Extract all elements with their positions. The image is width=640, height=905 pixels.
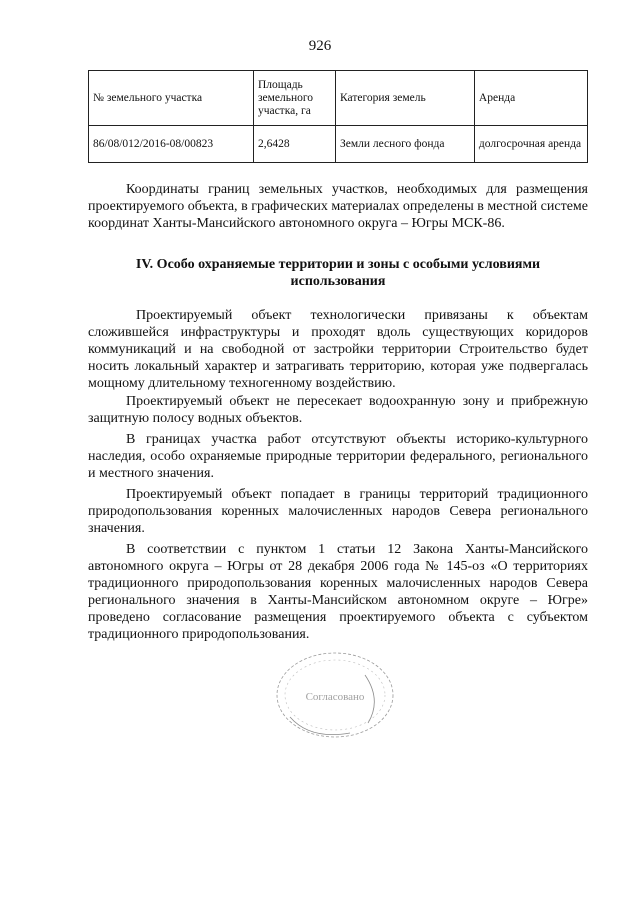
paragraph-heritage: В границах участка работ отсутствуют объекты историко-культурного наследия, особо охраняемые природные территории федерального, регионального и местного значения. [88,432,588,481]
paragraph-agreement: В соответствии с пунктом 1 статьи 12 Закона Ханты-Мансийского автономного округа – Югры от 28 декабря 2006 года № 145-оз «О территориях традиционного природопользования коренных малочисленных народов Севера регионального значения в Ханты-Мансийском автономном округе – Югре» проведено согласование размещения проектируемого объекта с субъектом традиционного природопользования. [88,542,588,642]
page-number: 926 [308,38,332,54]
paragraph-traditional-territory: Проектируемый объект попадает в границы территорий традиционного природопользования коренных малочисленных народов Севера регионального значения. [88,487,588,536]
cell-plot-number: 86/08/012/2016-08/00823 [89,126,254,163]
cell-plot-area: 2,6428 [253,126,335,163]
cell-land-category: Земли лесного фонда [336,126,475,163]
cell-lease: долгосрочная аренда [474,126,587,163]
header-plot-area: Площадь земельного участка, га [253,71,335,126]
land-plot-table [88,70,588,163]
paragraph-water-zone: Проектируемый объект не пересекает водоохранную зону и прибрежную защитную полосу водных объектов. [88,394,588,426]
header-lease: Аренда [474,71,587,126]
coords-paragraph: Координаты границ земельных участков, необходимых для размещения проектируемого объекта, в графических материалах определены в местной системе координат Ханты-Мансийского автономного округа – Югры МСК-86. [88,182,588,231]
table-header-row [89,71,588,126]
paragraph-infrastructure: Проектируемый объект технологически привязаны к объектам сложившейся инфраструктуры и проходят вдоль существующих коридоров коммуникаций и на свободной от застройки территории Строительство будет носить локальный характер и затрагивать территорию, которая уже подвергалась мощному длительному техногенному воздействию. [88,308,588,391]
header-land-category: Категория земель [336,71,475,126]
table-row [89,126,588,163]
header-plot-number: № земельного участка [89,71,254,126]
section-heading: IV. Особо охраняемые территории и зоны с особыми условиями использования [135,257,541,289]
round-seal-icon [270,645,400,745]
stamp-text: Согласовано [305,691,365,703]
